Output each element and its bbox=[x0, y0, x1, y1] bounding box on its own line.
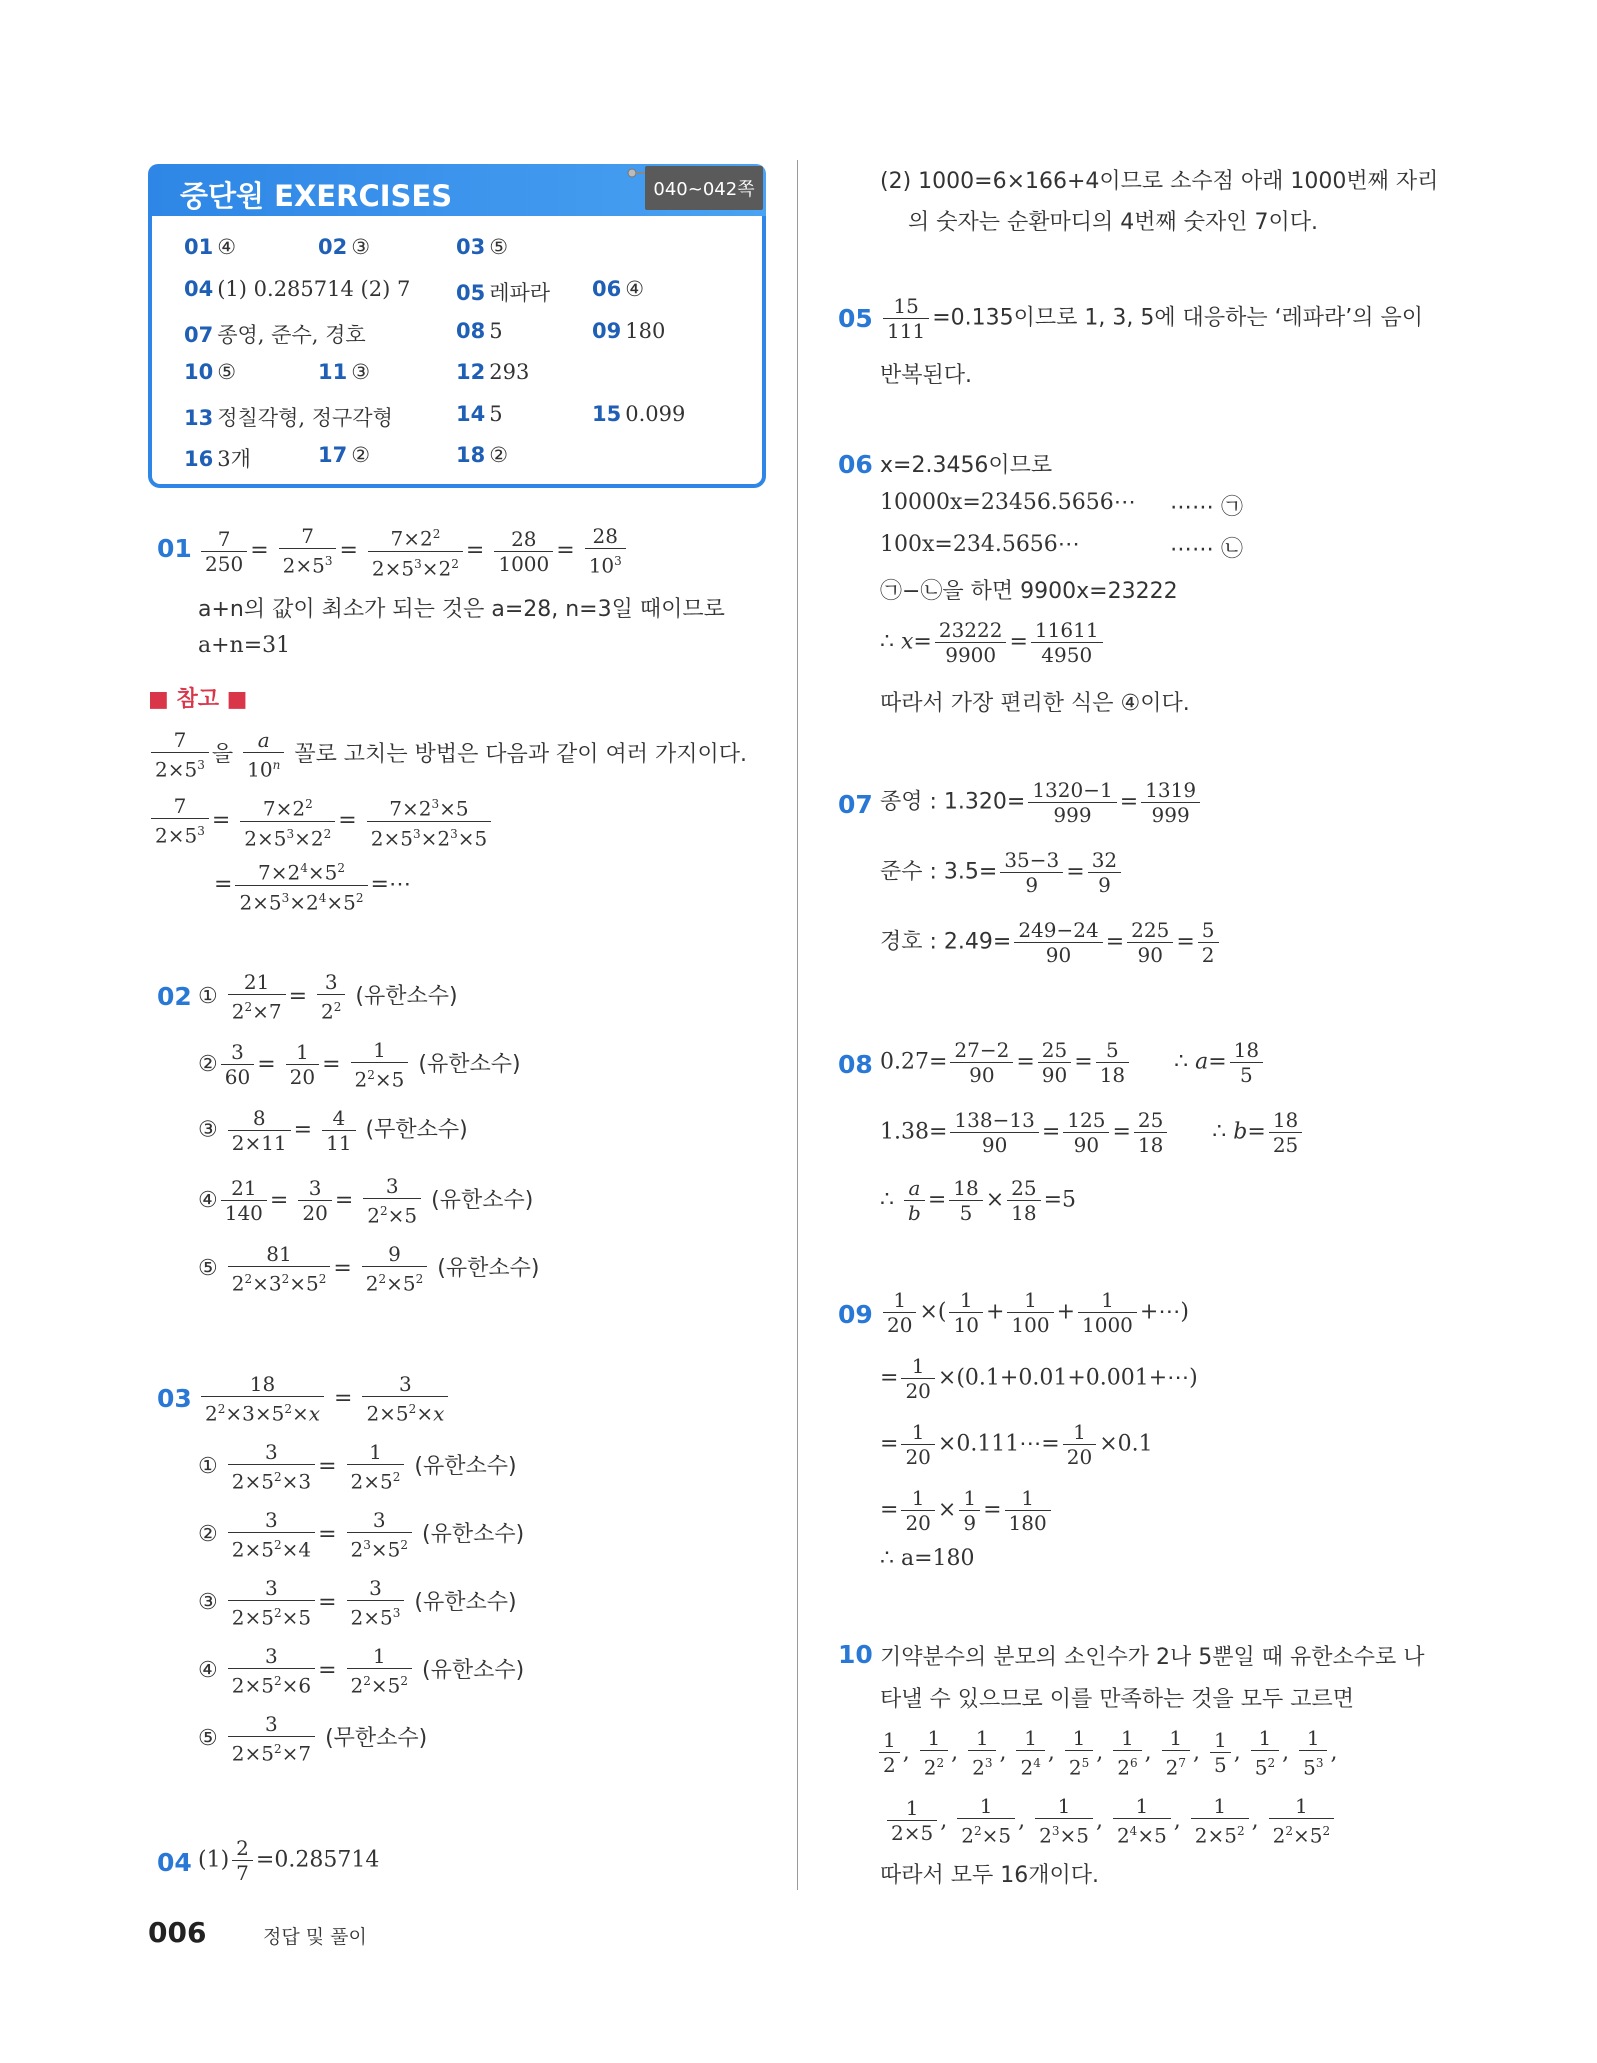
answer-number: 08 bbox=[456, 319, 486, 343]
p09-line-5: ∴ a=180 bbox=[880, 1546, 975, 1571]
answer-number: 10 bbox=[184, 360, 214, 384]
answer-number: 11 bbox=[318, 360, 348, 384]
exercises-title: 중단원 EXERCISES bbox=[180, 179, 453, 213]
p09-line-2: = $\frac{1}{20}$ ×(0.1+0.01+0.001+⋯) bbox=[880, 1354, 1198, 1403]
exercises-page-range: 040~042쪽 bbox=[645, 166, 763, 210]
p09-line-4: = $\frac{1}{20}$ × $\frac{1}{9}$ = $\frac{1}{180}$ bbox=[880, 1486, 1054, 1535]
p02-item-1: ① $\frac{21}{2^2\times 7}$ = $\frac{3}{2^2}$ (유한소수) bbox=[198, 970, 458, 1024]
answer-value: 180 bbox=[625, 319, 666, 343]
problem-number: 09 bbox=[838, 1300, 873, 1329]
p07-line-3: 경호 : 2.49= $\frac{249-24}{90}$ = $\frac{225}{90}$ = $\frac{5}{2}$ bbox=[880, 918, 1222, 967]
answer-item bbox=[456, 235, 508, 259]
answer-number: 17 bbox=[318, 443, 348, 467]
p09-line-1: $\frac{1}{20}$ ×( $\frac{1}{10}$ + $\frac{1}{100}$ + $\frac{1}{1000}$ +⋯) bbox=[880, 1288, 1189, 1337]
answer-item bbox=[184, 235, 236, 259]
p08-line-2: 1.38= $\frac{138-13}{90}$ = $\frac{125}{90}$ = $\frac{25}{18}$ ∴ b= $\frac{18}{25}$ bbox=[880, 1108, 1305, 1157]
problem-number: 07 bbox=[838, 790, 873, 819]
answer-number: 13 bbox=[184, 406, 214, 430]
p08-line-3: ∴ $\frac{a}{b}$ = $\frac{18}{5}$ × $\frac{25}{18}$ =5 bbox=[880, 1176, 1077, 1225]
answer-item bbox=[456, 443, 508, 467]
column-divider bbox=[797, 160, 798, 1890]
answer-number: 15 bbox=[592, 402, 622, 426]
p10-line-4: $\frac{1}{2\times 5}$ , $\frac{1}{2^2\times 5}$ , $\frac{1}{2^3\times 5}$ , $\frac{1}{2^4\times 5}$ , $\frac{1}{2\times 5^2}$ , $\frac{1}{2^2\times 5^2}$ bbox=[884, 1794, 1337, 1848]
p03-item-4: ④ $\frac{3}{2\times 5^2\times 6}$ = $\frac{1}{2^2\times 5^2}$ (유한소수) bbox=[198, 1644, 525, 1698]
answer-value: 293 bbox=[489, 360, 530, 384]
p04-part-2: (2) 1000=6×166+4이므로 소수점 아래 1000번째 자리 bbox=[880, 169, 1439, 194]
answer-number: 03 bbox=[456, 235, 486, 259]
p10-line-3: $\frac{1}{2}$ , $\frac{1}{2^2}$ , $\frac{1}{2^3}$ , $\frac{1}{2^4}$ , $\frac{1}{2^5}$ , $\frac{1}{2^6}$ , $\frac{1}{2^7}$ , $\frac{1}{5}$ , $\frac{1}{5^2}$ , $\frac{1}{5^3}$ , bbox=[876, 1726, 1337, 1780]
p03-item-1: ① $\frac{3}{2\times 5^2\times 3}$ = $\frac{1}{2\times 5^2}$ (유한소수) bbox=[198, 1440, 517, 1494]
answer-number: 04 bbox=[184, 277, 214, 301]
answer-item bbox=[592, 319, 665, 343]
answer-number: 07 bbox=[184, 323, 214, 347]
answer-item bbox=[184, 360, 236, 384]
answer-value: 레파라 bbox=[489, 281, 551, 305]
answer-item bbox=[318, 235, 370, 259]
answer-item bbox=[184, 277, 410, 301]
answer-item bbox=[184, 402, 393, 432]
p10-line-1: 기약분수의 분모의 소인수가 2나 5뿐일 때 유한소수로 나 bbox=[880, 1645, 1425, 1670]
p09-line-3: = $\frac{1}{20}$ ×0.111⋯= $\frac{1}{20}$ ×0.1 bbox=[880, 1420, 1153, 1469]
answer-value: ⑤ bbox=[489, 235, 509, 259]
p03-item-5: ⑤ $\frac{3}{2\times 5^2\times 7}$ (무한소수) bbox=[198, 1712, 428, 1766]
p10-line-2: 타낼 수 있으므로 이를 만족하는 것을 모두 고르면 bbox=[880, 1687, 1354, 1712]
problem-number: 02 bbox=[157, 982, 192, 1011]
p03-equation: $\frac{18}{2^2\times 3\times 5^2\times x}$ = $\frac{3}{2\times 5^2\times x}$ bbox=[198, 1372, 451, 1426]
p04-part-2-cont: 의 숫자는 순환마디의 4번째 숫자인 7이다. bbox=[908, 210, 1318, 235]
answer-value: ④ bbox=[217, 235, 237, 259]
problem-number: 04 bbox=[157, 1848, 192, 1877]
p04-part-1: (1) $\frac{2}{7}$ =0.285714 bbox=[198, 1836, 380, 1885]
p02-item-2: ② $\frac{3}{60}$ = $\frac{1}{20}$ = $\frac{1}{2^2\times 5}$ (유한소수) bbox=[198, 1038, 521, 1092]
p01-text: a+n의 값이 최소가 되는 것은 a=28, n=3일 때이므로 bbox=[198, 597, 725, 622]
answer-number: 01 bbox=[184, 235, 214, 259]
answer-number: 05 bbox=[456, 281, 486, 305]
note-label: ■ 참고 ■ bbox=[148, 687, 248, 712]
p06-line-3: 100x=234.5656⋯ bbox=[880, 532, 1080, 557]
note-line-3: = $\frac{7\times 2^4\times 5^2}{2\times 5^3\times 2^4\times 5^2}$ =⋯ bbox=[214, 856, 411, 914]
answer-value: 정칠각형, 정구각형 bbox=[217, 406, 393, 430]
answer-value: ③ bbox=[351, 235, 371, 259]
p06-mark-2: ⋯⋯ ㉡ bbox=[1170, 537, 1243, 562]
note-line-1: $\frac{7}{2\times 5^3}$ 을 $\frac{a}{10^n}$ 꼴로 고치는 방법은 다음과 같이 여러 가지이다. bbox=[148, 728, 747, 782]
p07-line-2: 준수 : 3.5= $\frac{35-3}{9}$ = $\frac{32}{9}$ bbox=[880, 848, 1124, 897]
answer-number: 16 bbox=[184, 447, 214, 471]
answer-value: 3개 bbox=[217, 447, 251, 471]
p05-text-2: 반복된다. bbox=[880, 363, 973, 388]
p06-line-4: ㉠−㉡을 하면 9900x=23222 bbox=[880, 579, 1178, 604]
problem-number: 06 bbox=[838, 450, 873, 479]
answer-number: 06 bbox=[592, 277, 622, 301]
answer-value: ④ bbox=[625, 277, 645, 301]
problem-number: 05 bbox=[838, 304, 873, 333]
p02-item-3: ③ $\frac{8}{2\times 11}$ = $\frac{4}{11}$ (무한소수) bbox=[198, 1106, 468, 1155]
problem-number: 10 bbox=[838, 1640, 873, 1669]
answer-number: 02 bbox=[318, 235, 348, 259]
answer-value: ② bbox=[351, 443, 371, 467]
p06-line-1: x=2.3456이므로 bbox=[880, 453, 1053, 478]
answer-item bbox=[592, 402, 685, 426]
p10-line-5: 따라서 모두 16개이다. bbox=[880, 1863, 1099, 1888]
p06-mark-1: ⋯⋯ ㉠ bbox=[1170, 495, 1243, 520]
answer-item bbox=[592, 277, 644, 301]
answer-value: 종영, 준수, 경호 bbox=[217, 323, 366, 347]
answer-number: 14 bbox=[456, 402, 486, 426]
footer-title: 정답 및 풀이 bbox=[263, 1926, 367, 1948]
p01-equation: $\frac{7}{250}$ = $\frac{7}{2\times 5^3}$ = $\frac{7\times 2^2}{2\times 5^3\times 2^2}$ = $\frac{28}{1000}$ = $\frac{28}{10^3}$ bbox=[198, 522, 629, 580]
p03-item-2: ② $\frac{3}{2\times 5^2\times 4}$ = $\frac{3}{2^3\times 5^2}$ (유한소수) bbox=[198, 1508, 525, 1562]
answer-value: 5 bbox=[489, 319, 503, 343]
p03-item-3: ③ $\frac{3}{2\times 5^2\times 5}$ = $\frac{3}{2\times 5^3}$ (유한소수) bbox=[198, 1576, 517, 1630]
answer-value: ② bbox=[489, 443, 509, 467]
answer-item bbox=[184, 319, 366, 349]
p02-item-4: ④ $\frac{21}{140}$ = $\frac{3}{20}$ = $\frac{3}{2^2\times 5}$ (유한소수) bbox=[198, 1174, 534, 1228]
problem-number: 08 bbox=[838, 1050, 873, 1079]
p02-item-5: ⑤ $\frac{81}{2^2\times 3^2\times 5^2}$ = $\frac{9}{2^2\times 5^2}$ (유한소수) bbox=[198, 1242, 540, 1296]
answer-item bbox=[318, 443, 370, 467]
p06-line-5: ∴ x= $\frac{23222}{9900}$ = $\frac{11611}{4950}$ bbox=[880, 618, 1106, 667]
note-line-2: $\frac{7}{2\times 5^3}$ = $\frac{7\times 2^2}{2\times 5^3\times 2^2}$ = $\frac{7\times 2^3\times 5}{2\times 5^3\times 2^3\times 5}$ bbox=[148, 792, 494, 850]
answer-value: ③ bbox=[351, 360, 371, 384]
problem-number: 03 bbox=[157, 1384, 192, 1413]
note-text: 꼴로 고치는 방법은 다음과 같이 여러 가지이다. bbox=[294, 741, 748, 767]
p07-line-1: 종영 : 1.320= $\frac{1320-1}{999}$ = $\frac{1319}{999}$ bbox=[880, 778, 1203, 827]
answer-item bbox=[456, 402, 503, 426]
answer-item bbox=[318, 360, 370, 384]
p01-result: a+n=31 bbox=[198, 633, 291, 658]
answer-number: 18 bbox=[456, 443, 486, 467]
problem-number: 01 bbox=[157, 534, 192, 563]
p08-line-1: 0.27= $\frac{27-2}{90}$ = $\frac{25}{90}$ = $\frac{5}{18}$ ∴ a= $\frac{18}{5}$ bbox=[880, 1038, 1266, 1087]
answer-value: (1) 0.285714 (2) 7 bbox=[217, 277, 411, 301]
answer-item bbox=[184, 443, 251, 473]
answer-value: 0.099 bbox=[625, 402, 686, 426]
page-number: 006 bbox=[148, 1916, 207, 1949]
p06-line-6: 따라서 가장 편리한 식은 ④이다. bbox=[880, 691, 1190, 716]
p06-line-2: 10000x=23456.5656⋯ bbox=[880, 490, 1136, 515]
answer-value: ⑤ bbox=[217, 360, 237, 384]
answer-item bbox=[456, 319, 503, 343]
p05-text: $\frac{15}{111}$ =0.135이므로 1, 3, 5에 대응하는 ‘레파라’의 음이 bbox=[880, 294, 1423, 343]
answer-value: 5 bbox=[489, 402, 503, 426]
answer-number: 12 bbox=[456, 360, 486, 384]
answer-item bbox=[456, 277, 550, 307]
answer-item bbox=[456, 360, 529, 384]
answer-number: 09 bbox=[592, 319, 622, 343]
